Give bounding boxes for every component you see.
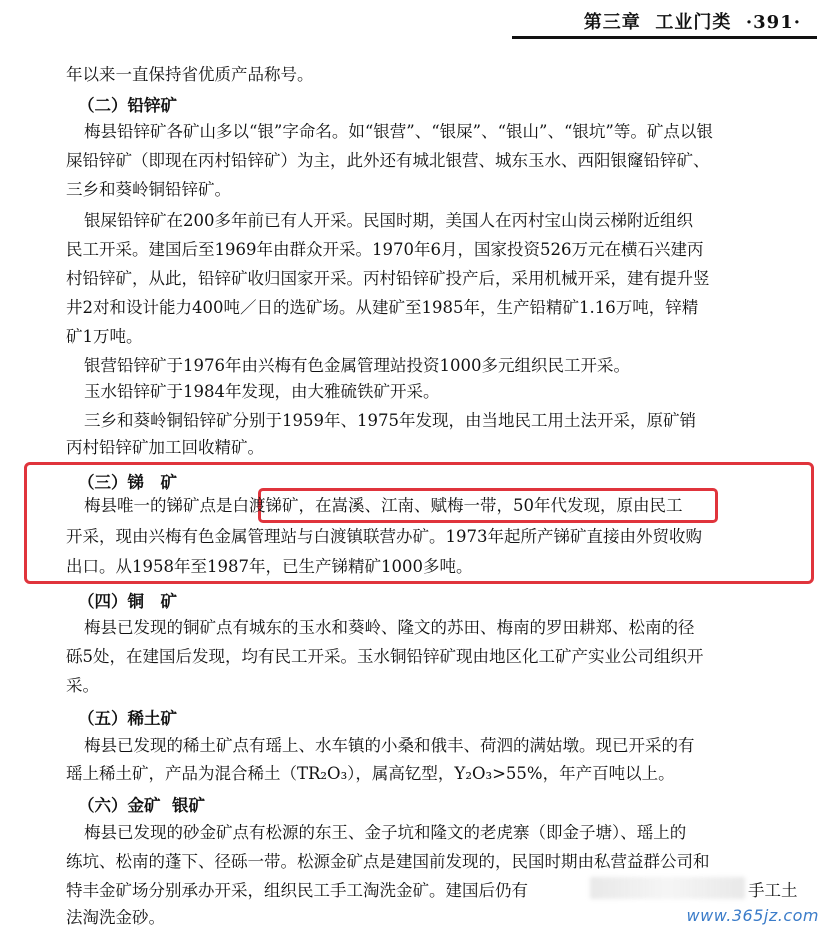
text-line: 出口。从1958年至1987年，已生产锑精矿1000多吨。 bbox=[66, 557, 473, 576]
text-line: 梅县铅锌矿各矿山多以“银”字命名。如“银营”、“银屎”、“银山”、“银坑”等。矿点以银 bbox=[84, 122, 713, 141]
text-line: 矿1万吨。 bbox=[66, 327, 143, 346]
page-header bbox=[0, 0, 829, 40]
site-watermark: www.365jz.com bbox=[686, 906, 819, 925]
text-line: 屎铅锌矿（即现在丙村铅锌矿）为主，此外还有城北银营、城东玉水、西阳银窿铅锌矿、 bbox=[66, 151, 710, 170]
text-line: 梅县已发现的铜矿点有城东的玉水和葵岭、隆文的苏田、梅南的罗田耕郑、松南的径 bbox=[84, 618, 695, 637]
chapter-number: 第三章 bbox=[583, 12, 641, 33]
text-line: 村铅锌矿，从此，铅锌矿收归国家开采。丙村铅锌矿投产后，采用机械开采，建有提升竖 bbox=[66, 269, 710, 288]
header-rule bbox=[512, 36, 817, 39]
text-line: 瑶上稀土矿，产品为混合稀土（TR₂O₃），属高钇型，Y₂O₃>55%，年产百吨以上。 bbox=[66, 764, 675, 783]
text-line: 法淘洗金砂。 bbox=[66, 908, 165, 927]
text-line: 井2对和设计能力400吨／日的选矿场。从建矿至1985年，生产铅精矿1.16万吨，锌精 bbox=[66, 298, 699, 317]
text-line: 三乡和葵岭铜铅锌矿。 bbox=[66, 180, 231, 199]
text-line: 玉水铅锌矿于1984年发现，由大雅硫铁矿开采。 bbox=[84, 382, 440, 401]
running-head bbox=[584, 8, 801, 34]
text-line: 银营铅锌矿于1976年由兴梅有色金属管理站投资1000多元组织民工开采。 bbox=[84, 356, 630, 375]
page-number: ·391· bbox=[745, 12, 801, 33]
text-line: 练坑、松南的蓬下、径砾一带。松源金矿点是建国前发现的，民国时期由私营益群公司和 bbox=[66, 852, 710, 871]
text-line: 梅县唯一的锑矿点是白渡锑矿，在嵩溪、江南、赋梅一带，50年代发现，原由民工 bbox=[84, 496, 683, 515]
text-line: 年以来一直保持省优质产品称号。 bbox=[66, 65, 314, 84]
text-line: 银屎铅锌矿在200多年前已有人开采。民国时期，美国人在丙村宝山岗云梯附近组织 bbox=[84, 211, 693, 230]
text-line: 民工开采。建国后至1969年由群众开采。1970年6月，国家投资526万元在横石兴建丙 bbox=[66, 240, 704, 259]
section-title-copper: （四）铜 矿 bbox=[78, 592, 177, 611]
section-title-rare-earth: （五）稀土矿 bbox=[78, 709, 177, 728]
text-line: 梅县已发现的砂金矿点有松源的东王、金子坑和隆文的老虎寨（即金子塘）、瑶上的 bbox=[84, 823, 687, 842]
blurred-watermark-overlay bbox=[590, 877, 745, 899]
text-line: 砾5处，在建国后发现，均有民工开采。玉水铜铅锌矿现由地区化工矿产实业公司组织开 bbox=[66, 647, 704, 666]
text-line-fragment: 手工土 bbox=[748, 881, 798, 900]
text-line: 三乡和葵岭铜铅锌矿分别于1959年、1975年发现，由当地民工用土法开采，原矿销 bbox=[84, 411, 696, 430]
section-title-gold-silver: （六）金矿 银矿 bbox=[78, 796, 205, 815]
text-line: 梅县已发现的稀土矿点有瑶上、水车镇的小桑和俄丰、荷泗的满姑墩。现已开采的有 bbox=[84, 736, 695, 755]
text-line: 采。 bbox=[66, 676, 99, 695]
text-line: 丙村铅锌矿加工回收精矿。 bbox=[66, 438, 264, 457]
text-line: 特丰金矿场分别承办开采，组织民工手工淘洗金矿。建国后仍有 bbox=[66, 881, 528, 900]
section-title-lead-zinc: （二）铅锌矿 bbox=[78, 96, 177, 115]
text-line: 开采，现由兴梅有色金属管理站与白渡镇联营办矿。1973年起所产锑矿直接由外贸收购 bbox=[66, 527, 702, 546]
chapter-title: 工业门类 bbox=[655, 12, 732, 33]
section-title-antimony: （三）锑 矿 bbox=[78, 473, 177, 492]
